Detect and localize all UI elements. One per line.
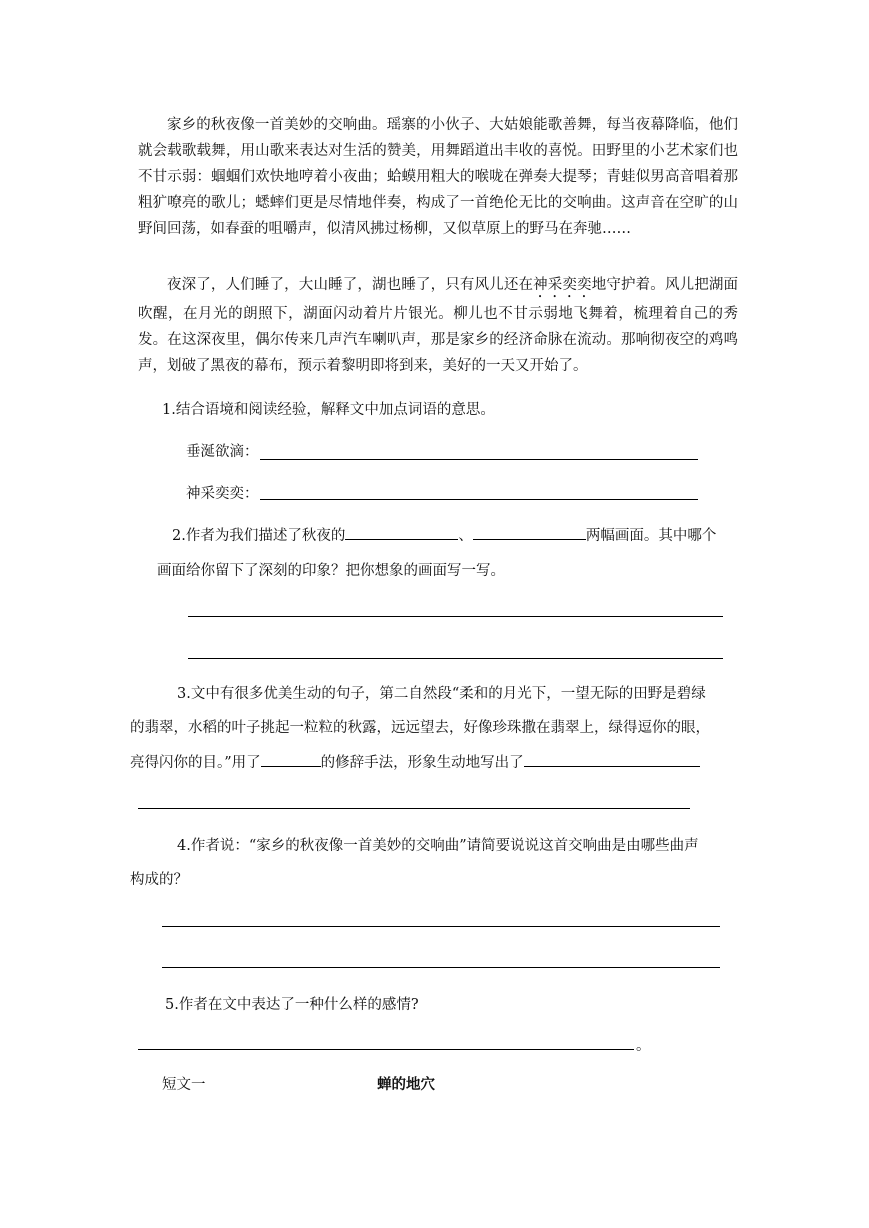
question-5: 5.作者在文中表达了一种什么样的感情? [165, 997, 419, 1013]
section-title: 蝉的地穴 [377, 1076, 435, 1093]
question-3-line-3 [130, 750, 700, 775]
passage-paragraph-2-before: 夜深了，人们睡了，大山睡了，湖也睡了，只有风儿还在 [167, 277, 534, 293]
question-4-line-2: 构成的？ [130, 872, 188, 888]
dotted-term-shencaiyiyi: 神采奕奕 [533, 277, 592, 293]
section-label: 短文一 [162, 1077, 206, 1093]
question-1: 1.结合语境和阅读经验，解释文中加点词语的意思。 [162, 402, 495, 418]
question-3-line-1: 3.文中有很多优美生动的句子，第二自然段“柔和的月光下，一望无际的田野是碧绿 [177, 686, 706, 702]
q1-term-label-1: 垂涎欲滴： [186, 444, 259, 460]
q3-text-part-1: 亮得闪你的目。”用了 [130, 755, 261, 771]
q3-text-part-2: 的修辞手法，形象生动地写出了 [320, 755, 524, 771]
q2-answer-line-1[interactable] [188, 616, 723, 617]
q3-blank-answer[interactable] [524, 750, 700, 767]
q5-answer-line[interactable] [138, 1049, 634, 1050]
passage-paragraph-1: 家乡的秋夜像一首美妙的交响曲。瑶寨的小伙子、大姑娘能歌善舞，每当夜幕降临，他们就会载歌载舞，用山歌来表达对生活的赞美，用舞蹈道出丰收的喜悦。田野里的小艺术家们也不甘示弱：蝈蝈们欢快地哼着小夜曲；蛤蟆用粗大的喉咙在弹奏大提琴；青蛙似男高音唱着那粗犷嘹亮的歌儿；蟋蟀们更是尽情地伴奏，构成了一首绝伦无比的交响曲。这声音在空旷的山野间回荡，如春蚕的咀嚼声，似清风拂过杨柳，又似草原上的野马在奔驰…… [138, 117, 738, 237]
passage-paragraph-2-after: 地守护着。风儿把湖面吹醒，在月光的朗照下，湖面闪动着片片银光。柳儿也不甘示弱地飞舞着，梳理着自己的秀发。在这深夜里，偶尔传来几声汽车喇叭声，那是家乡的经济命脉在流动。那响彻夜空的鸡鸣声，划破了黑夜的幕布，预示着黎明即将到来，美好的一天又开始了。 [138, 277, 739, 374]
question-3-line-2: 的翡翠，水稻的叶子挑起一粒粒的秋露，远远望去，好像珍珠撒在翡翠上，绿得逗你的眼， [130, 720, 710, 736]
q1-answer-line-2[interactable] [260, 499, 698, 500]
passage-paragraph-2 [138, 272, 738, 379]
q2-blank-1[interactable] [345, 523, 458, 540]
q1-term-label-2: 神采奕奕： [186, 486, 259, 502]
question-4-line-1: 4.作者说：“家乡的秋夜像一首美妙的交响曲”请简要说说这首交响曲是由哪些曲声 [177, 838, 699, 854]
q2-separator: 、 [458, 528, 473, 544]
q2-text-part-2: 两幅画面。其中哪个 [585, 528, 717, 544]
q1-answer-line-1[interactable] [260, 459, 698, 460]
q3-answer-line[interactable] [138, 808, 690, 809]
q4-answer-line-1[interactable] [162, 926, 720, 927]
q2-blank-2[interactable] [473, 523, 586, 540]
q4-answer-line-2[interactable] [162, 967, 720, 968]
q2-text-part-1: 2.作者为我们描述了秋夜的 [172, 528, 346, 544]
question-2-line-1 [172, 523, 716, 548]
q2-answer-line-2[interactable] [188, 658, 723, 659]
question-2-line-2: 画面给你留下了深刻的印象？把你想象的画面写一写。 [157, 563, 505, 579]
q3-blank-rhetoric[interactable] [261, 750, 321, 767]
q5-period: 。 [636, 1038, 651, 1054]
